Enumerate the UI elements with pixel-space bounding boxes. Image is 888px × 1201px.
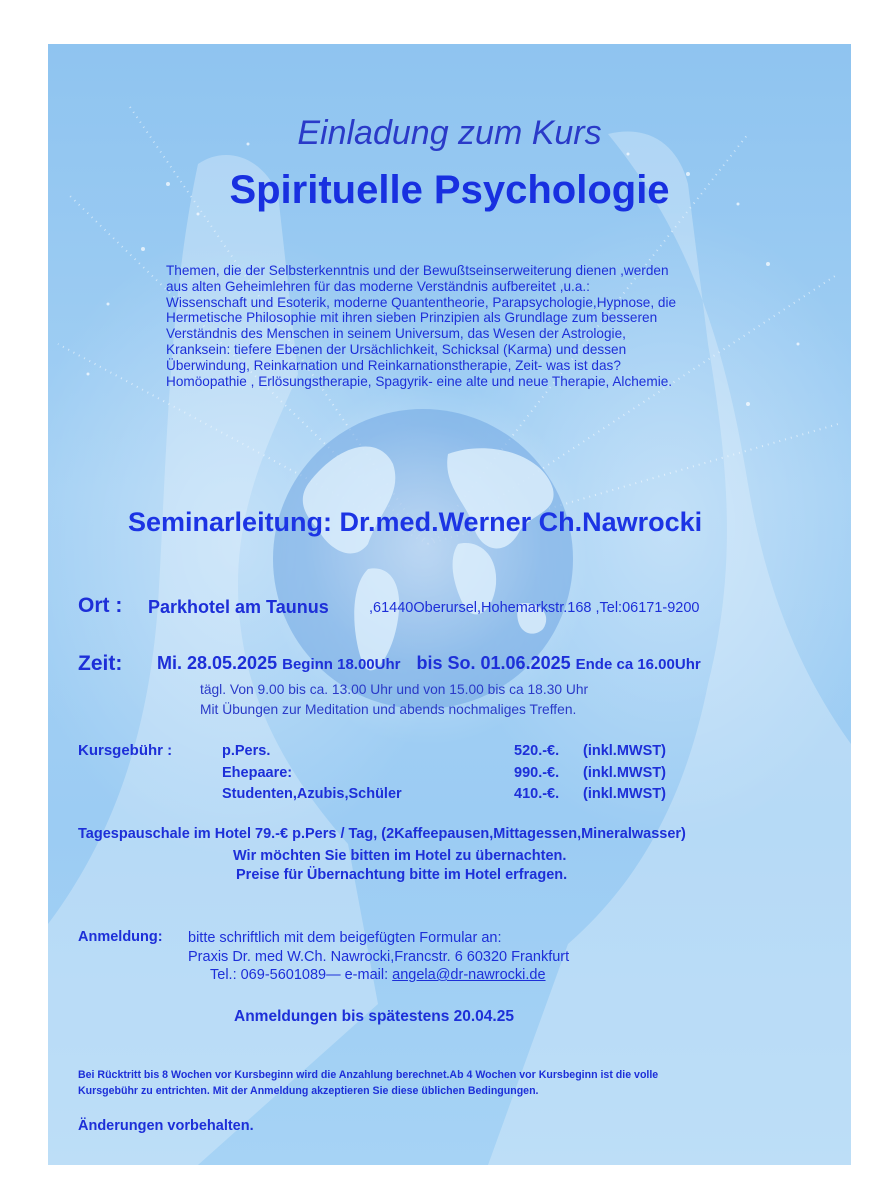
practice-address: Praxis Dr. med W.Ch. Nawrocki,Francstr. 6 60320 Frankfurt [188,949,570,965]
location-label: Ort : [78,594,123,617]
fee-category: p.Pers. [222,743,271,759]
phone: Tel.: 069-5601089— e-mail: [210,967,389,983]
fee-price: 520.-€. [514,743,560,759]
time-label: Zeit: [78,652,123,675]
location-name: Parkhotel am Taunus [148,597,329,617]
schedule-note: Mit Übungen zur Meditation und abends nochmaliges Treffen. [200,702,577,717]
hotel-prices: Preise für Übernachtung bitte im Hotel erfragen. [236,867,568,883]
end-date: bis So. 01.06.2025 [416,653,571,673]
location-address: ,61440Oberursel,Hohemarkstr.168 ,Tel:06171-9200 [369,600,700,616]
fee-category: Studenten,Azubis,Schüler [222,786,402,802]
end-time: Ende ca 16.00Uhr [575,656,701,673]
cancellation-terms: Bei Rücktritt bis 8 Wochen vor Kursbeginn wird die Anzahlung berechnet.Ab 4 Wochen vor Kursbeginn ist die volle [78,1069,659,1081]
topics-line: Homöopathie , Erlösungstherapie, Spagyrik- eine alte und neue Therapie, Alchemie. [166,373,673,389]
email-link[interactable]: angela@dr-nawrocki.de [392,967,546,983]
fee-note: (inkl.MWST) [583,765,666,781]
hotel-day-rate: Tagespauschale im Hotel 79.-€ p.Pers / Tag, (2Kaffeepausen,Mittagessen,Mineralwasser) [78,826,686,842]
fee-price: 990.-€. [514,765,560,781]
topics-line: Wissenschaft und Esoterik, moderne Quantentheorie, Parapsychologie,Hypnose, die [166,294,677,310]
time-range [157,653,701,674]
fees-label: Kursgebühr : [78,742,173,759]
fee-note: (inkl.MWST) [583,786,666,802]
topics-line: Hermetische Philosophie mit ihren sieben Prinzipien als Grundlage zum besseren [166,310,658,326]
seminar-lead: Seminarleitung: Dr.med.Werner Ch.Nawrocki [128,507,703,537]
hotel-request: Wir möchten Sie bitten im Hotel zu übernachten. [233,848,567,864]
topics-line: aus alten Geheimlehren für das moderne Verständnis aufbereitet ,u.a.: [166,278,590,294]
fee-category: Ehepaare: [222,765,293,781]
course-title: Spirituelle Psychologie [229,168,670,212]
invitation-subtitle: Einladung zum Kurs [297,114,602,152]
registration-deadline: Anmeldungen bis spätestens 20.04.25 [234,1008,514,1025]
fee-note: (inkl.MWST) [583,743,666,759]
topics-line: Verständnis des Menschen in seinem Universum, das Wesen der Astrologie, [166,326,626,342]
registration-instructions: bitte schriftlich mit dem beigefügten Formular an: [188,930,502,946]
cancellation-terms: Kursgebühr zu entrichten. Mit der Anmeldung akzeptieren Sie diese üblichen Bedingungen. [78,1085,539,1097]
start-date: Mi. 28.05.2025 [157,653,278,673]
start-time: Beginn 18.00Uhr [282,656,401,673]
contact-line [210,967,546,983]
daily-schedule: tägl. Von 9.00 bis ca. 13.00 Uhr und von 15.00 bis ca 18.30 Uhr [200,682,589,697]
registration-label: Anmeldung: [78,929,163,945]
topics-paragraph [166,263,766,389]
topics-line: Themen, die der Selbsterkenntnis und der Bewußtseinserweiterung dienen ,werden [166,263,669,278]
topics-line: Kranksein: tiefere Ebenen der Ursächlichkeit, Schicksal (Karma) und dessen [166,341,627,357]
fee-price: 410.-€. [514,786,560,802]
topics-line: Überwindung, Reinkarnation und Reinkarnationstherapie, Zeit- was ist das? [166,357,621,373]
invitation-poster [48,44,851,1165]
changes-reserved: Änderungen vorbehalten. [78,1118,254,1134]
